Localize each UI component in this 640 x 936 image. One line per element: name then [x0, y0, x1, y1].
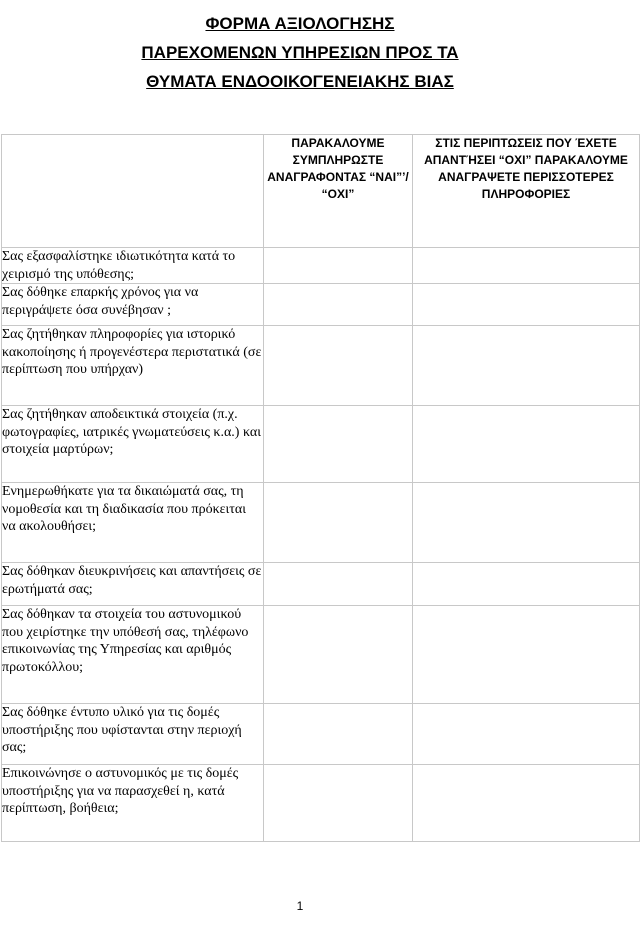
details-cell[interactable] — [413, 483, 640, 563]
table-row — [2, 704, 640, 765]
table-row — [2, 606, 640, 704]
question-cell: Σας ζητήθηκαν αποδεικτικά στοιχεία (π.χ. φωτογραφίες, ιατρικές γνωματεύσεις κ.α.) και στοιχεία μαρτύρων; — [2, 406, 264, 483]
table-row — [2, 248, 640, 284]
title-line-3: ΘΥΜΑΤΑ ΕΝΔΟΟΙΚΟΓΕΝΕΙΑΚΗΣ ΒΙΑΣ — [146, 72, 454, 91]
details-cell[interactable] — [413, 326, 640, 406]
answer-cell[interactable] — [264, 704, 413, 765]
title-line-2: ΠΑΡΕΧΟΜΕΝΩΝ ΥΠΗΡΕΣΙΩΝ ΠΡΟΣ ΤΑ — [141, 43, 459, 62]
table-row — [2, 326, 640, 406]
question-cell: Σας δόθηκαν τα στοιχεία του αστυνομικού που χειρίστηκε την υπόθεσή σας, τηλέφωνο επικοινωνίας της Υπηρεσίας και αριθμός πρωτοκόλλου; — [2, 606, 264, 704]
answer-cell[interactable] — [264, 406, 413, 483]
header-row — [2, 135, 640, 248]
details-cell[interactable] — [413, 606, 640, 704]
question-cell: Σας δόθηκε έντυπο υλικό για τις δομές υποστήριξης που υφίστανται στην περιοχή σας; — [2, 704, 264, 765]
question-cell: Σας δόθηκε επαρκής χρόνος για να περιγράψετε όσα συνέβησαν ; — [2, 284, 264, 326]
answer-cell[interactable] — [264, 326, 413, 406]
details-column-header: ΣΤΙΣ ΠΕΡΙΠΤΩΣΕΙΣ ΠΟΥ ΈΧΕΤΕ ΑΠΑΝΤΉΣΕΙ “ΟΧΙ” ΠΑΡΑΚΑΛΟΥΜΕ ΑΝΑΓΡΑΨΕΤΕ ΠΕΡΙΣΣΟΤΕΡΕΣ ΠΛΗΡΟΦΟΡΙΕΣ — [413, 135, 640, 248]
form-title — [0, 9, 600, 96]
answer-cell[interactable] — [264, 765, 413, 842]
answer-cell[interactable] — [264, 563, 413, 606]
answer-column-header: ΠΑΡΑΚΑΛΟΥΜΕ ΣΥΜΠΛΗΡΩΣΤΕ ΑΝΑΓΡΑΦΟΝΤΑΣ “ΝΑΙ”’/ “ΟΧΙ” — [264, 135, 413, 248]
table-row — [2, 765, 640, 842]
details-cell[interactable] — [413, 563, 640, 606]
question-cell: Σας δόθηκαν διευκρινήσεις και απαντήσεις σε ερωτήματά σας; — [2, 563, 264, 606]
question-cell: Σας εξασφαλίστηκε ιδιωτικότητα κατά το χειρισμό της υπόθεσης; — [2, 248, 264, 284]
evaluation-table — [1, 134, 640, 842]
question-column-header — [2, 135, 264, 248]
table-row — [2, 284, 640, 326]
answer-cell[interactable] — [264, 248, 413, 284]
answer-cell[interactable] — [264, 606, 413, 704]
question-cell: Ενημερωθήκατε για τα δικαιώματά σας, τη νομοθεσία και τη διαδικασία που πρόκειται να ακολουθήσει; — [2, 483, 264, 563]
details-cell[interactable] — [413, 765, 640, 842]
page-number: 1 — [296, 899, 304, 913]
table-row — [2, 563, 640, 606]
table-row — [2, 483, 640, 563]
details-cell[interactable] — [413, 406, 640, 483]
details-cell[interactable] — [413, 248, 640, 284]
question-cell: Σας ζητήθηκαν πληροφορίες για ιστορικό κακοποίησης ή προγενέστερα περιστατικά (σε περίπτωση που υπήρχαν) — [2, 326, 264, 406]
question-cell: Επικοινώνησε ο αστυνομικός με τις δομές υποστήριξης για να παρασχεθεί η, κατά περίπτωση, βοήθεια; — [2, 765, 264, 842]
details-cell[interactable] — [413, 284, 640, 326]
answer-cell[interactable] — [264, 284, 413, 326]
table-row — [2, 406, 640, 483]
details-cell[interactable] — [413, 704, 640, 765]
answer-cell[interactable] — [264, 483, 413, 563]
title-line-1: ΦΟΡΜΑ ΑΞΙΟΛΟΓΗΣΗΣ — [205, 14, 395, 33]
